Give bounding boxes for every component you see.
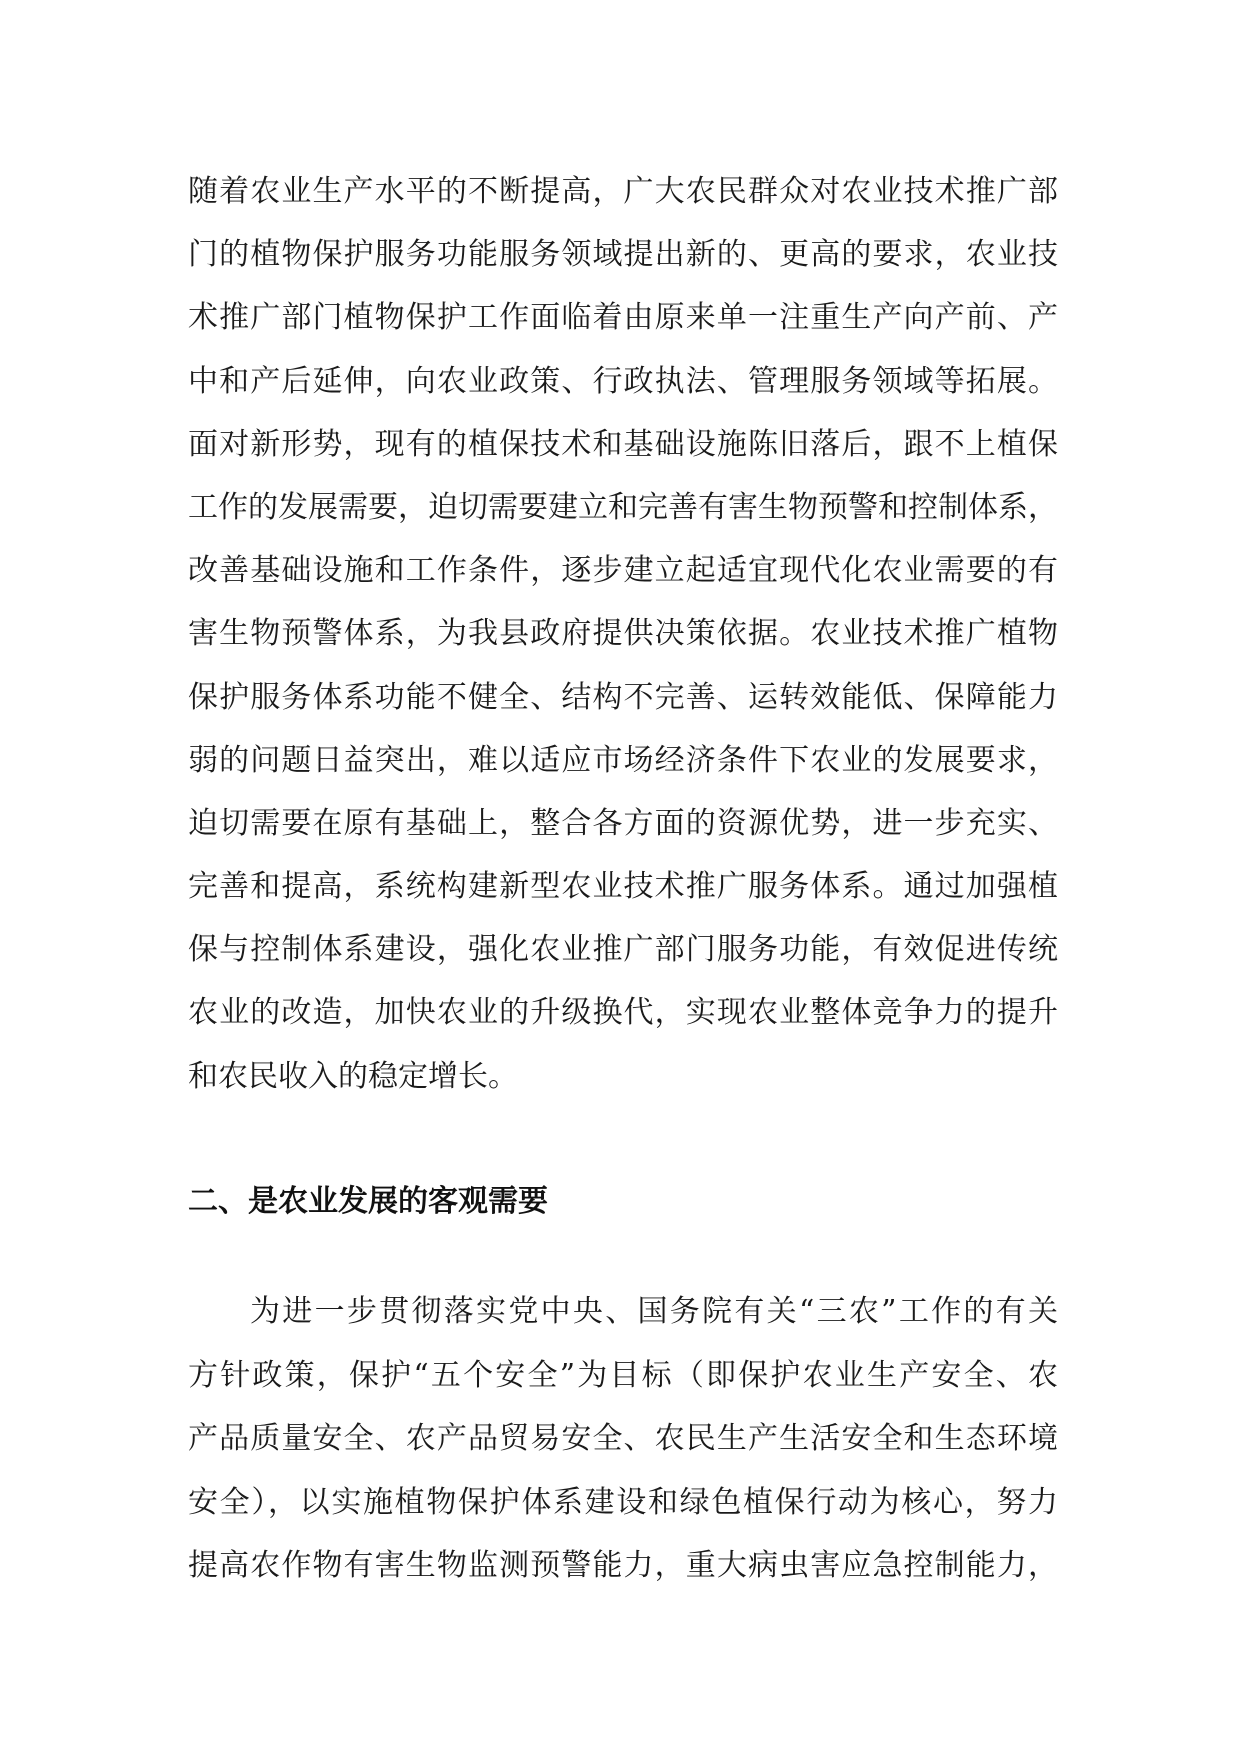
text-line: 方针政策，保护“五个安全”为目标（即保护农业生产安全、农 <box>188 1357 1058 1393</box>
text-line: 安全），以实施植物保护体系建设和绿色植保行动为核心，努力 <box>188 1484 1058 1520</box>
text-line: 迫切需要在原有基础上，整合各方面的资源优势，进一步充实、 <box>188 805 1058 841</box>
text-line: 改善基础设施和工作条件，逐步建立起适宜现代化农业需要的有 <box>188 553 1058 589</box>
text-line: 提高农作物有害生物监测预警能力，重大病虫害应急控制能力， <box>188 1548 1058 1583</box>
text-line: 害生物预警体系，为我县政府提供决策依据。农业技术推广植物 <box>188 616 1058 652</box>
text-line: 工作的发展需要，迫切需要建立和完善有害生物预警和控制体系， <box>188 489 1058 525</box>
text-line: 面对新形势，现有的植保技术和基础设施陈旧落后，跟不上植保 <box>188 426 1058 462</box>
text-line: 和农民收入的稳定增长。 <box>188 1058 518 1094</box>
text-line: 保护服务体系功能不健全、结构不完善、运转效能低、保障能力 <box>188 679 1058 715</box>
text-line: 保与控制体系建设，强化农业推广部门服务功能，有效促进传统 <box>188 932 1058 968</box>
text-line: 中和产后延伸，向农业政策、行政执法、管理服务领域等拓展。 <box>188 363 1058 399</box>
text-line: 弱的问题日益突出，难以适应市场经济条件下农业的发展要求， <box>188 742 1058 778</box>
text-line: 完善和提高，系统构建新型农业技术推广服务体系。通过加强植 <box>188 869 1058 905</box>
body-paragraph-2 <box>188 1280 1058 1598</box>
section-heading: 二、是农业发展的客观需要 <box>188 1184 548 1219</box>
text-line: 产品质量安全、农产品贸易安全、农民生产生活安全和生态环境 <box>188 1421 1058 1456</box>
text-line: 术推广部门植物保护工作面临着由原来单一注重生产向产前、产 <box>188 300 1058 336</box>
text-line: 农业的改造，加快农业的升级换代，实现农业整体竞争力的提升 <box>188 995 1058 1031</box>
text-line: 随着农业生产水平的不断提高，广大农民群众对农业技术推广部 <box>188 174 1058 209</box>
text-line: 门的植物保护服务功能服务领域提出新的、更高的要求，农业技 <box>188 237 1058 273</box>
body-paragraph-1 <box>188 160 1058 1108</box>
text-line: 为进一步贯彻落实党中央、国务院有关“三农”工作的有关 <box>250 1294 1058 1329</box>
